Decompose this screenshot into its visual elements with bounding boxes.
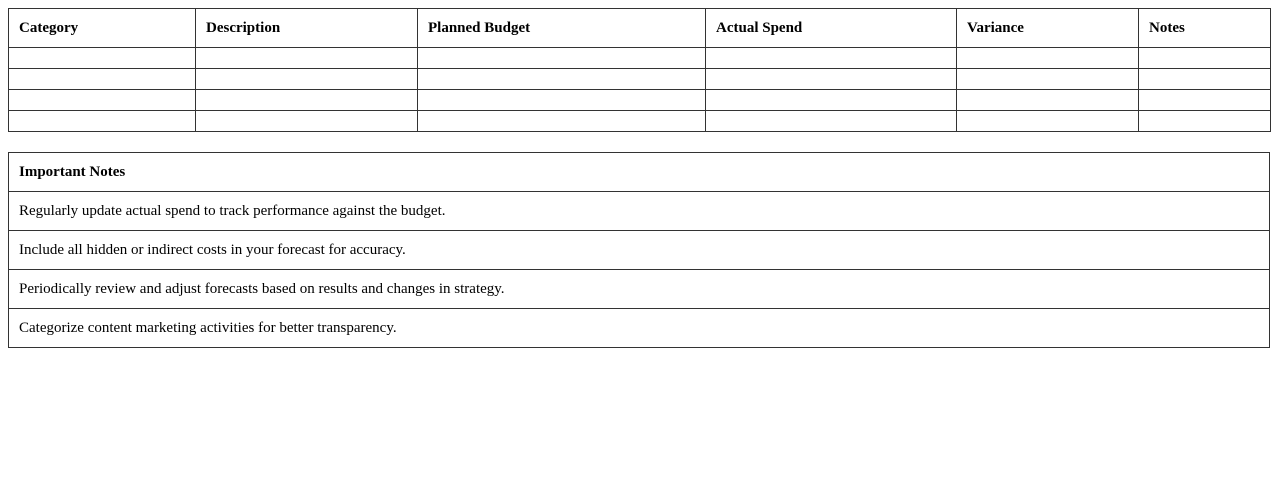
table-row [9,69,1271,90]
header-planned-budget: Planned Budget [418,9,706,48]
table-cell[interactable] [706,90,957,111]
important-notes-table [8,152,1270,348]
list-item [9,192,1270,231]
table-cell[interactable] [9,90,196,111]
table-cell[interactable] [418,48,706,69]
table-cell[interactable] [1139,90,1271,111]
notes-header-row [9,153,1270,192]
table-cell[interactable] [196,48,418,69]
table-cell[interactable] [9,48,196,69]
note-text: Categorize content marketing activities for better transparency. [9,309,1270,348]
table-cell[interactable] [418,69,706,90]
table-cell[interactable] [706,48,957,69]
table-row [9,48,1271,69]
list-item [9,309,1270,348]
table-cell[interactable] [1139,111,1271,132]
table-cell[interactable] [196,90,418,111]
note-text: Include all hidden or indirect costs in your forecast for accuracy. [9,231,1270,270]
table-row [9,111,1271,132]
table-cell[interactable] [957,90,1139,111]
table-cell[interactable] [957,111,1139,132]
budget-header-row [9,9,1271,48]
header-description: Description [196,9,418,48]
table-cell[interactable] [196,111,418,132]
list-item [9,270,1270,309]
table-cell[interactable] [957,69,1139,90]
list-item [9,231,1270,270]
header-variance: Variance [957,9,1139,48]
table-cell[interactable] [706,111,957,132]
table-cell[interactable] [957,48,1139,69]
header-category: Category [9,9,196,48]
table-cell[interactable] [1139,69,1271,90]
header-notes: Notes [1139,9,1271,48]
notes-title: Important Notes [9,153,1270,192]
table-cell[interactable] [418,90,706,111]
table-row [9,90,1271,111]
table-cell[interactable] [9,69,196,90]
table-cell[interactable] [1139,48,1271,69]
table-cell[interactable] [706,69,957,90]
budget-table [8,8,1271,132]
header-actual-spend: Actual Spend [706,9,957,48]
note-text: Regularly update actual spend to track performance against the budget. [9,192,1270,231]
table-cell[interactable] [9,111,196,132]
table-cell[interactable] [418,111,706,132]
table-cell[interactable] [196,69,418,90]
note-text: Periodically review and adjust forecasts based on results and changes in strategy. [9,270,1270,309]
